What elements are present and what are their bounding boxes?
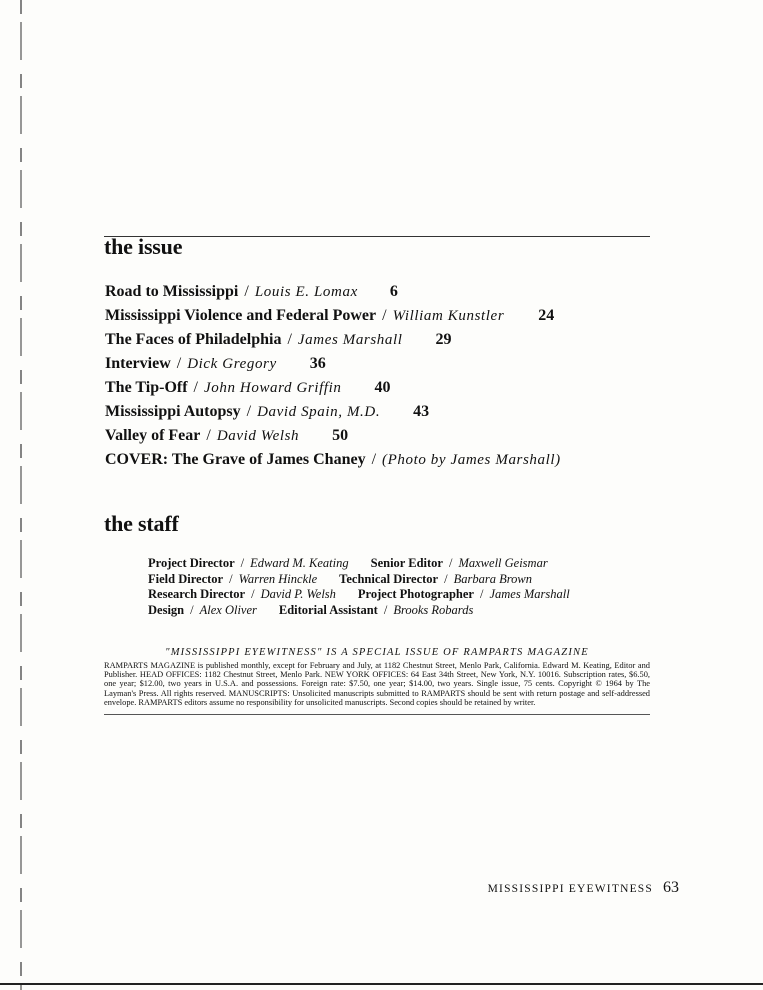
staff-role: Project Director xyxy=(148,556,235,570)
separator-slash: / xyxy=(190,602,194,617)
publication-credits xyxy=(104,646,650,707)
article-page-number: 29 xyxy=(435,331,452,348)
page-number: 63 xyxy=(663,879,679,896)
staff-role: Research Director xyxy=(148,587,246,601)
article-author: (Photo by James Marshall) xyxy=(382,452,561,468)
staff-role: Editorial Assistant xyxy=(278,602,378,617)
staff-role: Field Director xyxy=(148,571,224,586)
article-page-number: 6 xyxy=(389,283,398,300)
staff-role: Design xyxy=(148,602,185,617)
page-bottom-rule xyxy=(0,983,763,985)
toc-entry xyxy=(105,400,561,424)
staff-name: Alex Oliver xyxy=(199,602,257,617)
article-page-number: 50 xyxy=(332,427,349,444)
separator-slash: / xyxy=(382,307,387,324)
separator-slash: / xyxy=(229,571,233,586)
toc-entry xyxy=(105,304,561,328)
staff-row xyxy=(148,603,570,619)
article-author: William Kunstler xyxy=(392,308,505,324)
article-author: Louis E. Lomax xyxy=(254,284,358,300)
article-author: John Howard Griffin xyxy=(204,380,342,396)
article-title: Road to Mississippi xyxy=(105,283,239,300)
toc-entry xyxy=(105,280,561,304)
article-page-number: 36 xyxy=(309,355,326,372)
staff-name: Barbara Brown xyxy=(453,571,532,586)
toc-entry xyxy=(105,448,561,472)
top-rule xyxy=(104,236,650,237)
article-author: David Welsh xyxy=(216,428,300,444)
separator-slash: / xyxy=(448,556,453,570)
publisher-fine-print: RAMPARTS MAGAZINE is published monthly, except for February and July, at 1182 Chestnut Street, Menlo Park, California. Edward M. Keating, Editor and Publisher. HEAD OFFICES: 1182 Chestnut Street, Menlo Park. NEW YORK OFFICES: 64 East 34th Street, New York, N.Y. 10016. Subscription rates, $6.50, one year; $12.00, two years in U.S.A. and possessions. Foreign rate: $7.50, one year; $14.00, two years. Single issue, 75 cents. Copyright © 1964 by The Layman's Press. All rights reserved. MANUSCRIPTS: Unsolicited manuscripts submitted to RAMPARTS should be sent with return postage and self-addressed envelope. RAMPARTS editors assume no responsibility for unsolicited manuscripts. Second copies should be retained by writer. xyxy=(104,661,650,707)
article-title: COVER: The Grave of James Chaney xyxy=(105,451,366,468)
staff-row xyxy=(148,572,570,588)
article-title: Mississippi Autopsy xyxy=(105,403,241,420)
article-title: Valley of Fear xyxy=(105,427,201,444)
staff-role: Senior Editor xyxy=(370,556,443,570)
toc-entry xyxy=(105,424,561,448)
staff-name: Warren Hinckle xyxy=(238,571,318,586)
running-title: MISSISSIPPI EYEWITNESS xyxy=(487,883,653,895)
staff-heading: the staff xyxy=(104,511,179,536)
separator-slash: / xyxy=(244,283,249,300)
credits-rule xyxy=(104,714,650,715)
article-page-number: 43 xyxy=(413,403,430,420)
staff-row xyxy=(148,587,570,603)
article-title: Mississippi Violence and Federal Power xyxy=(105,307,377,324)
staff-role: Technical Director xyxy=(339,571,439,586)
page-footer xyxy=(488,879,679,897)
article-title: The Tip-Off xyxy=(105,379,188,396)
staff-name: David P. Welsh xyxy=(260,587,336,601)
staff-role: Project Photographer xyxy=(357,587,474,601)
table-of-contents xyxy=(105,280,561,472)
toc-entry xyxy=(105,328,561,352)
special-issue-banner: "MISSISSIPPI EYEWITNESS" IS A SPECIAL ISSUE OF RAMPARTS MAGAZINE xyxy=(165,647,589,658)
separator-slash: / xyxy=(371,451,377,468)
separator-slash: / xyxy=(240,556,245,570)
article-author: David Spain, M.D. xyxy=(257,404,381,420)
separator-slash: / xyxy=(479,587,484,601)
separator-slash: / xyxy=(251,587,255,601)
staff-name: James Marshall xyxy=(489,587,570,601)
separator-slash: / xyxy=(287,331,292,348)
staff-name: Maxwell Geismar xyxy=(458,556,548,570)
binding-edge-artifact xyxy=(20,0,22,990)
toc-entry xyxy=(105,352,561,376)
separator-slash: / xyxy=(246,403,252,420)
separator-slash: / xyxy=(206,427,211,444)
separator-slash: / xyxy=(444,571,448,586)
issue-heading: the issue xyxy=(104,234,183,259)
staff-row xyxy=(148,556,570,572)
article-author: Dick Gregory xyxy=(187,356,277,372)
article-page-number: 24 xyxy=(538,307,555,324)
staff-name: Edward M. Keating xyxy=(250,556,349,570)
article-title: The Faces of Philadelphia xyxy=(105,331,282,348)
separator-slash: / xyxy=(193,379,198,396)
article-title: Interview xyxy=(105,355,171,372)
staff-list xyxy=(148,556,570,618)
article-page-number: 40 xyxy=(374,379,391,396)
separator-slash: / xyxy=(176,355,182,372)
staff-name: Brooks Robards xyxy=(393,602,474,617)
article-author: James Marshall xyxy=(297,332,403,348)
separator-slash: / xyxy=(383,602,388,617)
toc-entry xyxy=(105,376,561,400)
